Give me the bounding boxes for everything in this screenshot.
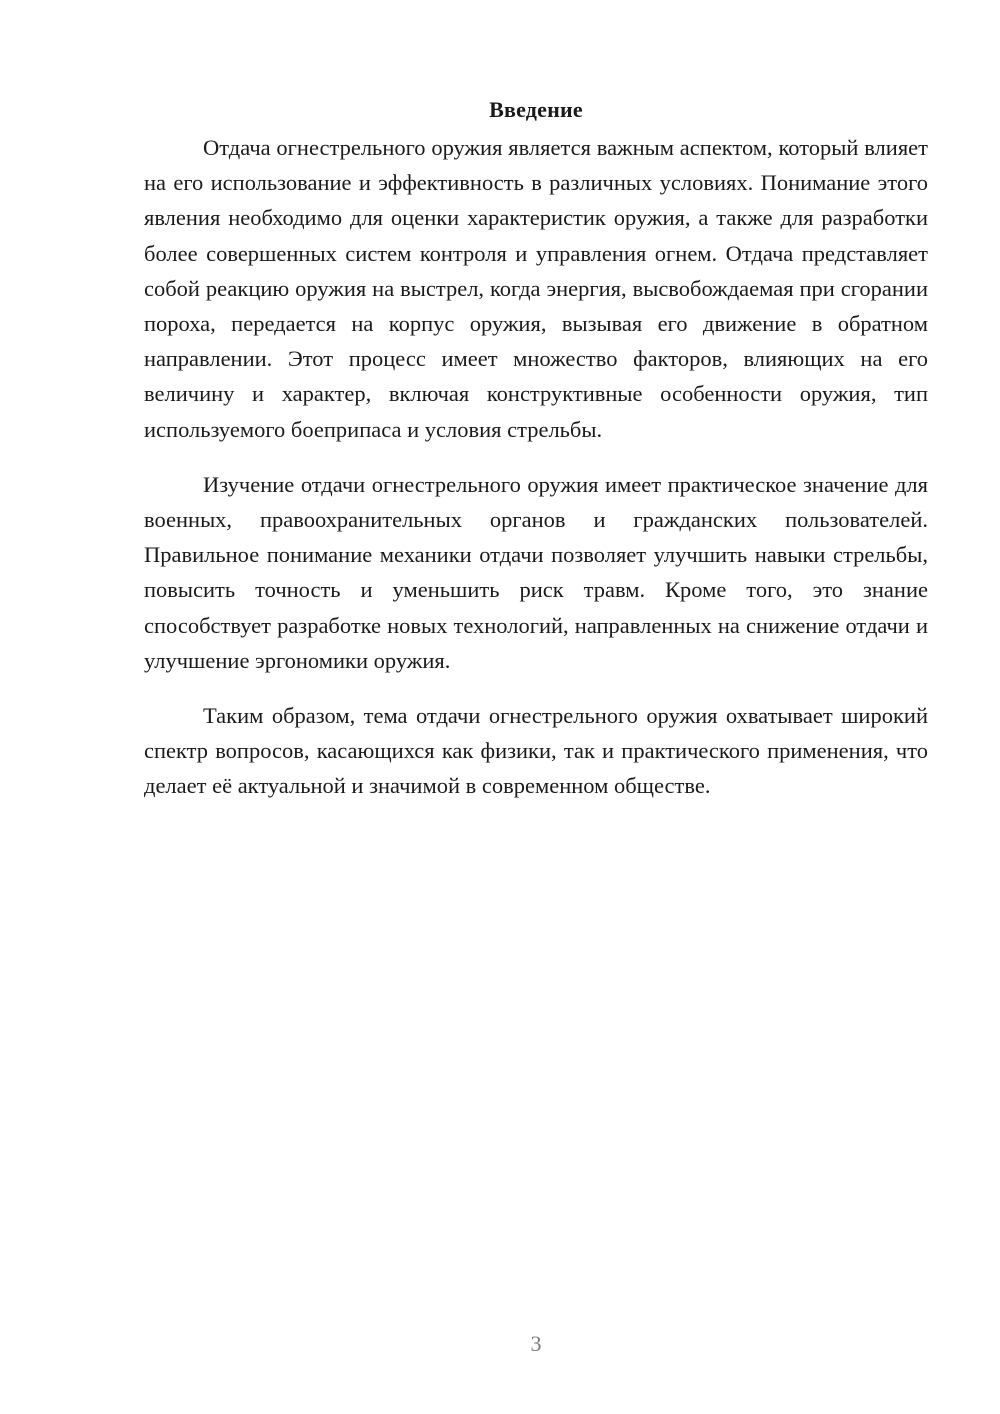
paragraph-1: Отдача огнестрельного оружия является важным аспектом, который влияет на его использование и эффективность в различных условиях. Понимание этого явления необходимо для оценки характеристик оружия, а также для разработки более совершенных систем контроля и управления огнем. Отдача представляет собой реакцию оружия на выстрел, когда энергия, высвобождаемая при сгорании пороха, передается на корпус оружия, вызывая его движение в обратном направлении. Этот процесс имеет множество факторов, влияющих на его величину и характер, включая конструктивные особенности оружия, тип используемого боеприпаса и условия стрельбы. — [144, 135, 928, 442]
paragraph-3: Таким образом, тема отдачи огнестрельного оружия охватывает широкий спектр вопросов, касающихся как физики, так и практического применения, что делает её актуальной и значимой в современном обществе. — [144, 703, 928, 799]
section-title: Введение — [489, 97, 583, 122]
page-content — [144, 92, 928, 824]
paragraph-2: Изучение отдачи огнестрельного оружия имеет практическое значение для военных, правоохранительных органов и гражданских пользователей. Правильное понимание механики отдачи позволяет улучшить навыки стрельбы, повысить точность и уменьшить риск травм. Кроме того, это знание способствует разработке новых технологий, направленных на снижение отдачи и улучшение эргономики оружия. — [144, 471, 928, 673]
page-number: 3 — [530, 1331, 542, 1356]
